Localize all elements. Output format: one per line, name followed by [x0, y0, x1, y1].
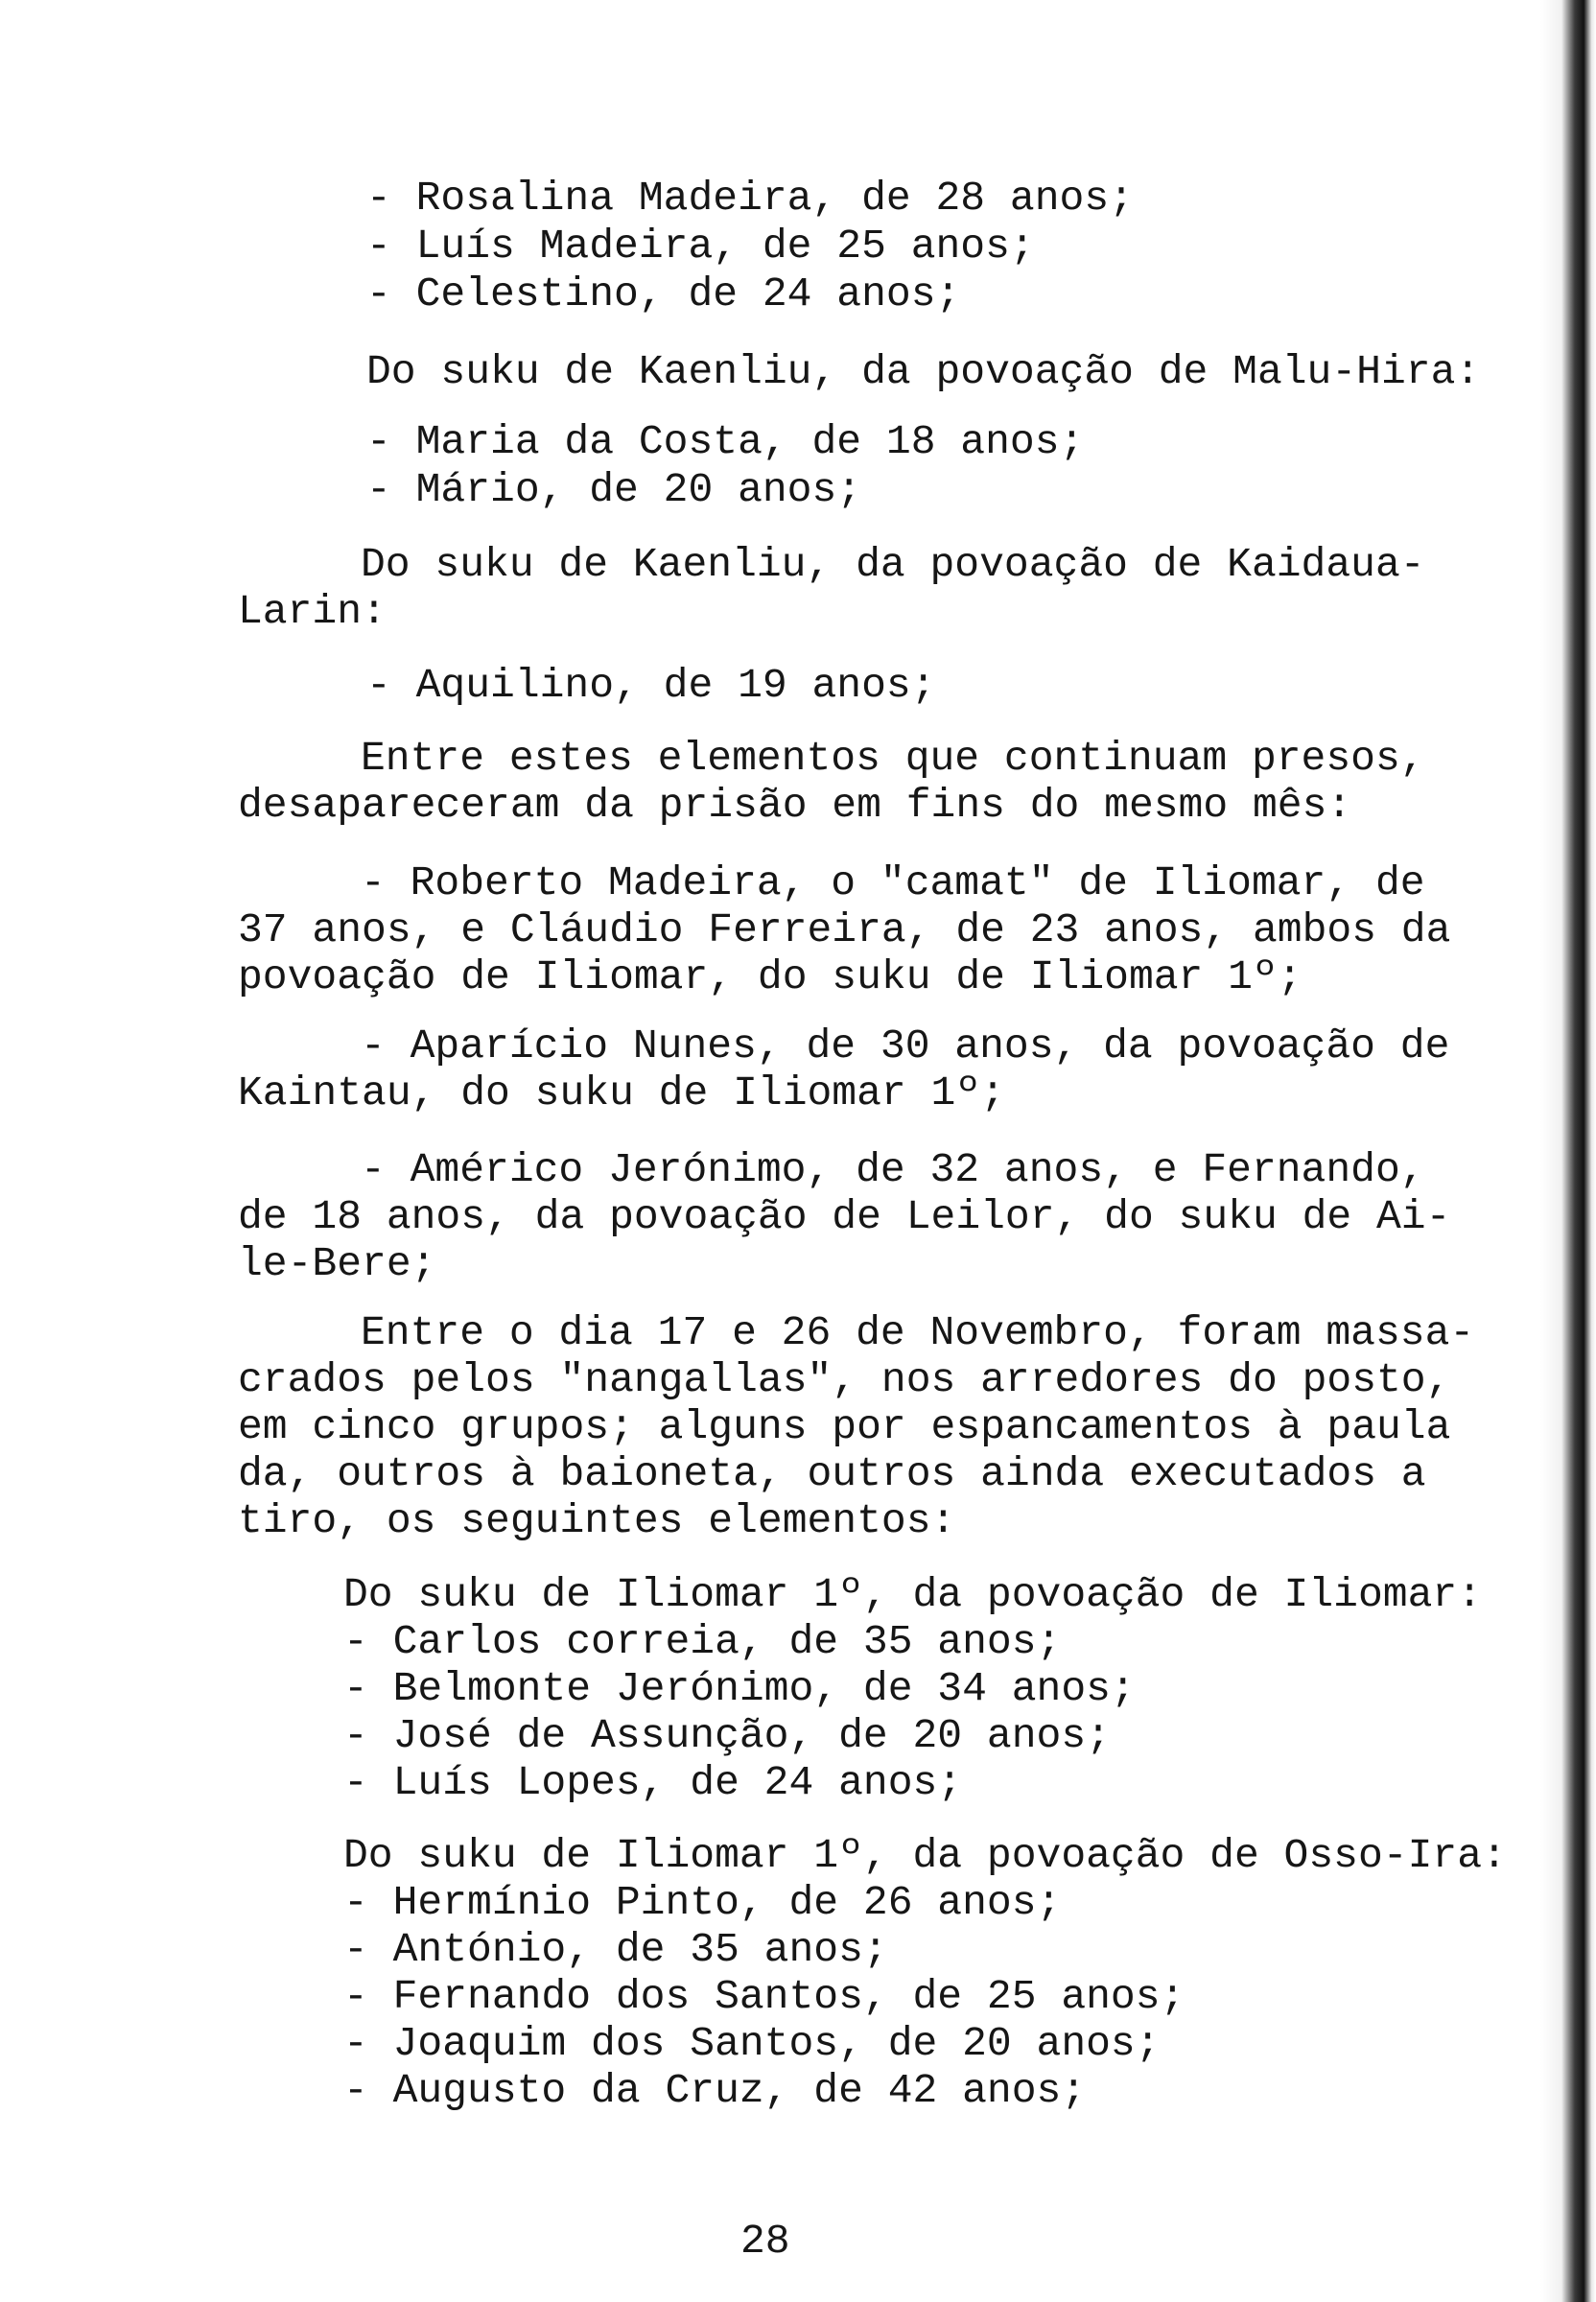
list-item: - António, de 35 anos;	[343, 1926, 888, 1973]
list-item: - Luís Lopes, de 24 anos;	[343, 1759, 963, 1806]
list-item: - Maria da Costa, de 18 anos;	[366, 418, 1085, 465]
list-item: - Celestino, de 24 anos;	[366, 270, 961, 317]
list-item: - Joaquim dos Santos, de 20 anos;	[343, 2020, 1161, 2067]
list-item: - Luís Madeira, de 25 anos;	[366, 223, 1035, 270]
paragraph-line: Entre estes elementos que continuam presos,	[361, 735, 1425, 782]
list-item: - Augusto da Cruz, de 42 anos;	[343, 2067, 1087, 2114]
section-heading: Do suku de Iliomar 1º, da povoação de Iliomar:	[343, 1571, 1482, 1618]
paragraph-line: Entre o dia 17 e 26 de Novembro, foram massa-	[361, 1309, 1475, 1356]
paragraph-line: crados pelos "nangallas", nos arredores do posto,	[238, 1356, 1451, 1403]
page-number: 28	[740, 2218, 790, 2265]
paragraph-line: - Aparício Nunes, de 30 anos, da povoação de	[361, 1022, 1450, 1069]
list-item: - Hermínio Pinto, de 26 anos;	[343, 1879, 1062, 1926]
paragraph-line: 37 anos, e Cláudio Ferreira, de 23 anos, ambos da	[238, 906, 1451, 953]
section-heading: Do suku de Iliomar 1º, da povoação de Osso-Ira:	[343, 1832, 1507, 1879]
list-item: - Aquilino, de 19 anos;	[366, 662, 936, 709]
section-heading-continued: Larin:	[238, 588, 387, 635]
list-item: - Mário, de 20 anos;	[366, 466, 862, 513]
paragraph-line: povoação de Iliomar, do suku de Iliomar 1º;	[238, 953, 1303, 1000]
paragraph-line: desapareceram da prisão em fins do mesmo mês:	[238, 782, 1352, 829]
paragraph-line: de 18 anos, da povoação de Leilor, do suku de Ai-	[238, 1193, 1451, 1240]
paragraph-line: Kaintau, do suku de Iliomar 1º;	[238, 1069, 1005, 1116]
list-item: - Fernando dos Santos, de 25 anos;	[343, 1973, 1185, 2020]
section-heading: Do suku de Kaenliu, da povoação de Malu-Hira:	[366, 348, 1481, 395]
paragraph-line: da, outros à baioneta, outros ainda executados a	[238, 1450, 1426, 1497]
list-item: - Carlos correia, de 35 anos;	[343, 1618, 1062, 1665]
paragraph-line: em cinco grupos; alguns por espancamentos à paula	[238, 1403, 1451, 1450]
paragraph-line: - Américo Jerónimo, de 32 anos, e Fernando,	[361, 1146, 1425, 1193]
paragraph-line: le-Bere;	[238, 1240, 436, 1287]
list-item: - Belmonte Jerónimo, de 34 anos;	[343, 1665, 1136, 1712]
scanned-page-edge	[1540, 0, 1596, 2302]
list-item: - Rosalina Madeira, de 28 anos;	[366, 175, 1134, 222]
list-item: - José de Assunção, de 20 anos;	[343, 1712, 1111, 1759]
paragraph-line: - Roberto Madeira, o "camat" de Iliomar, de	[361, 859, 1425, 906]
paragraph-line: tiro, os seguintes elementos:	[238, 1497, 956, 1544]
section-heading: Do suku de Kaenliu, da povoação de Kaidaua-	[361, 541, 1425, 588]
